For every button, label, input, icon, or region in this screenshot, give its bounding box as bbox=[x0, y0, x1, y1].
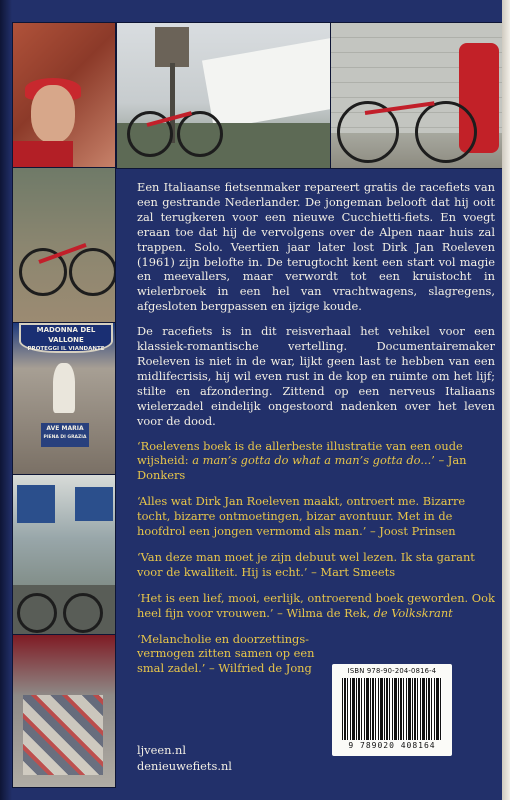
photo-bike-snowy-pass bbox=[116, 22, 332, 169]
url-denieuwefiets[interactable]: denieuwefiets.nl bbox=[137, 759, 232, 773]
quote-mart-smeets bbox=[137, 550, 495, 580]
snow bbox=[202, 36, 332, 129]
bike-wheel bbox=[17, 593, 57, 633]
quote-wilma-de-rek bbox=[137, 591, 495, 621]
quote-text: ‘Melancholie en doorzettings-vermogen zitten samen op een smal zadel.’ – Wilfried de Jong bbox=[137, 631, 315, 676]
barcode-box bbox=[332, 664, 452, 756]
blurb-paragraph-1: Een Italiaanse fietsenmaker repareert gratis de racefiets van een gestrande Nederlander. De jongeman belooft dat hij ooit zal terugkeren voor een nieuwe Cucchietti-fiets. En voegt eraan toe dat hij de vervolgens over de Alpen naar huis zal trappen. Solo. Veertien jaar later lost Dirk Jan Roeleven (1961) zijn belofte in. De terugtocht kent een start vol magie en meevallers, maar verwordt tot een kruistocht in wielerbroek in een hel van vrachtwagens, slagregens, afgesloten bergpassen en ijzige koude. bbox=[137, 180, 495, 314]
back-cover-text bbox=[137, 180, 495, 687]
quote-wilfried-de-jong bbox=[137, 632, 327, 677]
quote-joost-prinsen bbox=[137, 494, 495, 539]
quote-emphasis: de Volkskrant bbox=[373, 605, 453, 620]
photo-bike-workshop bbox=[12, 167, 116, 324]
quote-text: ‘Het is een lief, mooi, eerlijk, ontroerend boek geworden. Ook heel fijn voor vrouwen.’ – Wilma de Rek, bbox=[137, 590, 495, 620]
publisher-urls bbox=[137, 742, 232, 774]
madonna-statue bbox=[53, 363, 75, 413]
road-sign bbox=[75, 487, 113, 521]
barcode-bars bbox=[342, 678, 442, 740]
pass-sign bbox=[155, 27, 189, 67]
plaque-line-2: PROTEGGI IL VIANDANTE bbox=[27, 346, 105, 352]
ean-number: 9 789020 408164 bbox=[348, 741, 436, 750]
bike-wheel bbox=[69, 248, 116, 296]
quote-text: ‘Roelevens boek is de allerbeste illustratie van een oude wijsheid: bbox=[137, 438, 463, 468]
ave-line-2: PIENA DI GRAZIA bbox=[43, 435, 87, 440]
ave-maria-sign bbox=[41, 423, 89, 447]
face bbox=[31, 85, 75, 143]
photo-rider-by-wall bbox=[330, 22, 508, 169]
photo-cyclist-portrait bbox=[12, 22, 116, 169]
bike-wheel bbox=[415, 101, 477, 163]
photo-madonna-shrine bbox=[12, 322, 116, 476]
shrine-plaque bbox=[19, 323, 113, 353]
ave-line-1: AVE MARIA bbox=[46, 425, 84, 432]
photo-gear-laid-out bbox=[12, 634, 116, 788]
gear-items bbox=[23, 695, 103, 775]
spine-shadow bbox=[0, 0, 12, 800]
photo-road-signs bbox=[12, 474, 116, 636]
plaque-line-1: MADONNA DEL VALLONE bbox=[36, 326, 96, 344]
quote-emphasis: a man’s gotta do what a man’s gotta do... bbox=[192, 453, 432, 468]
quote-jan-donkers bbox=[137, 439, 495, 484]
url-ljveen[interactable]: ljveen.nl bbox=[137, 743, 187, 757]
quote-attribution: ’ – Jan Donkers bbox=[137, 453, 467, 483]
blurb-paragraph-2: De racefiets is in dit reisverhaal het vehikel voor een klassiek-romantische vertelling. Documentairemaker Roeleven is niet in de war, lijkt geen last te hebben van een midlifecrisis, hij wil even rust in de kop en ruimte om het lijf; stilte en afzondering. Zittend op een nerveus Italiaans wielerzadel eindelijk ongestoord nadenken over het leven voor de dood. bbox=[137, 324, 495, 428]
jersey bbox=[13, 141, 73, 169]
quote-text: ‘Alles wat Dirk Jan Roeleven maakt, ontroert me. Bizarre tocht, bizarre ontmoetingen, bizar avontuur. Met in de hoofdrol een jongen vermomd als man.’ – Joost Prinsen bbox=[137, 494, 466, 539]
isbn-number: ISBN 978-90-204-0816-4 bbox=[347, 667, 437, 675]
page-edge bbox=[502, 0, 510, 800]
quote-text: ‘Van deze man moet je zijn debuut wel lezen. Ik sta garant voor de kwaliteit. Hij is echt.’ – Mart Smeets bbox=[137, 549, 475, 579]
bike-wheel bbox=[63, 593, 103, 633]
road-sign bbox=[17, 485, 55, 523]
bike-wheel bbox=[177, 111, 223, 157]
